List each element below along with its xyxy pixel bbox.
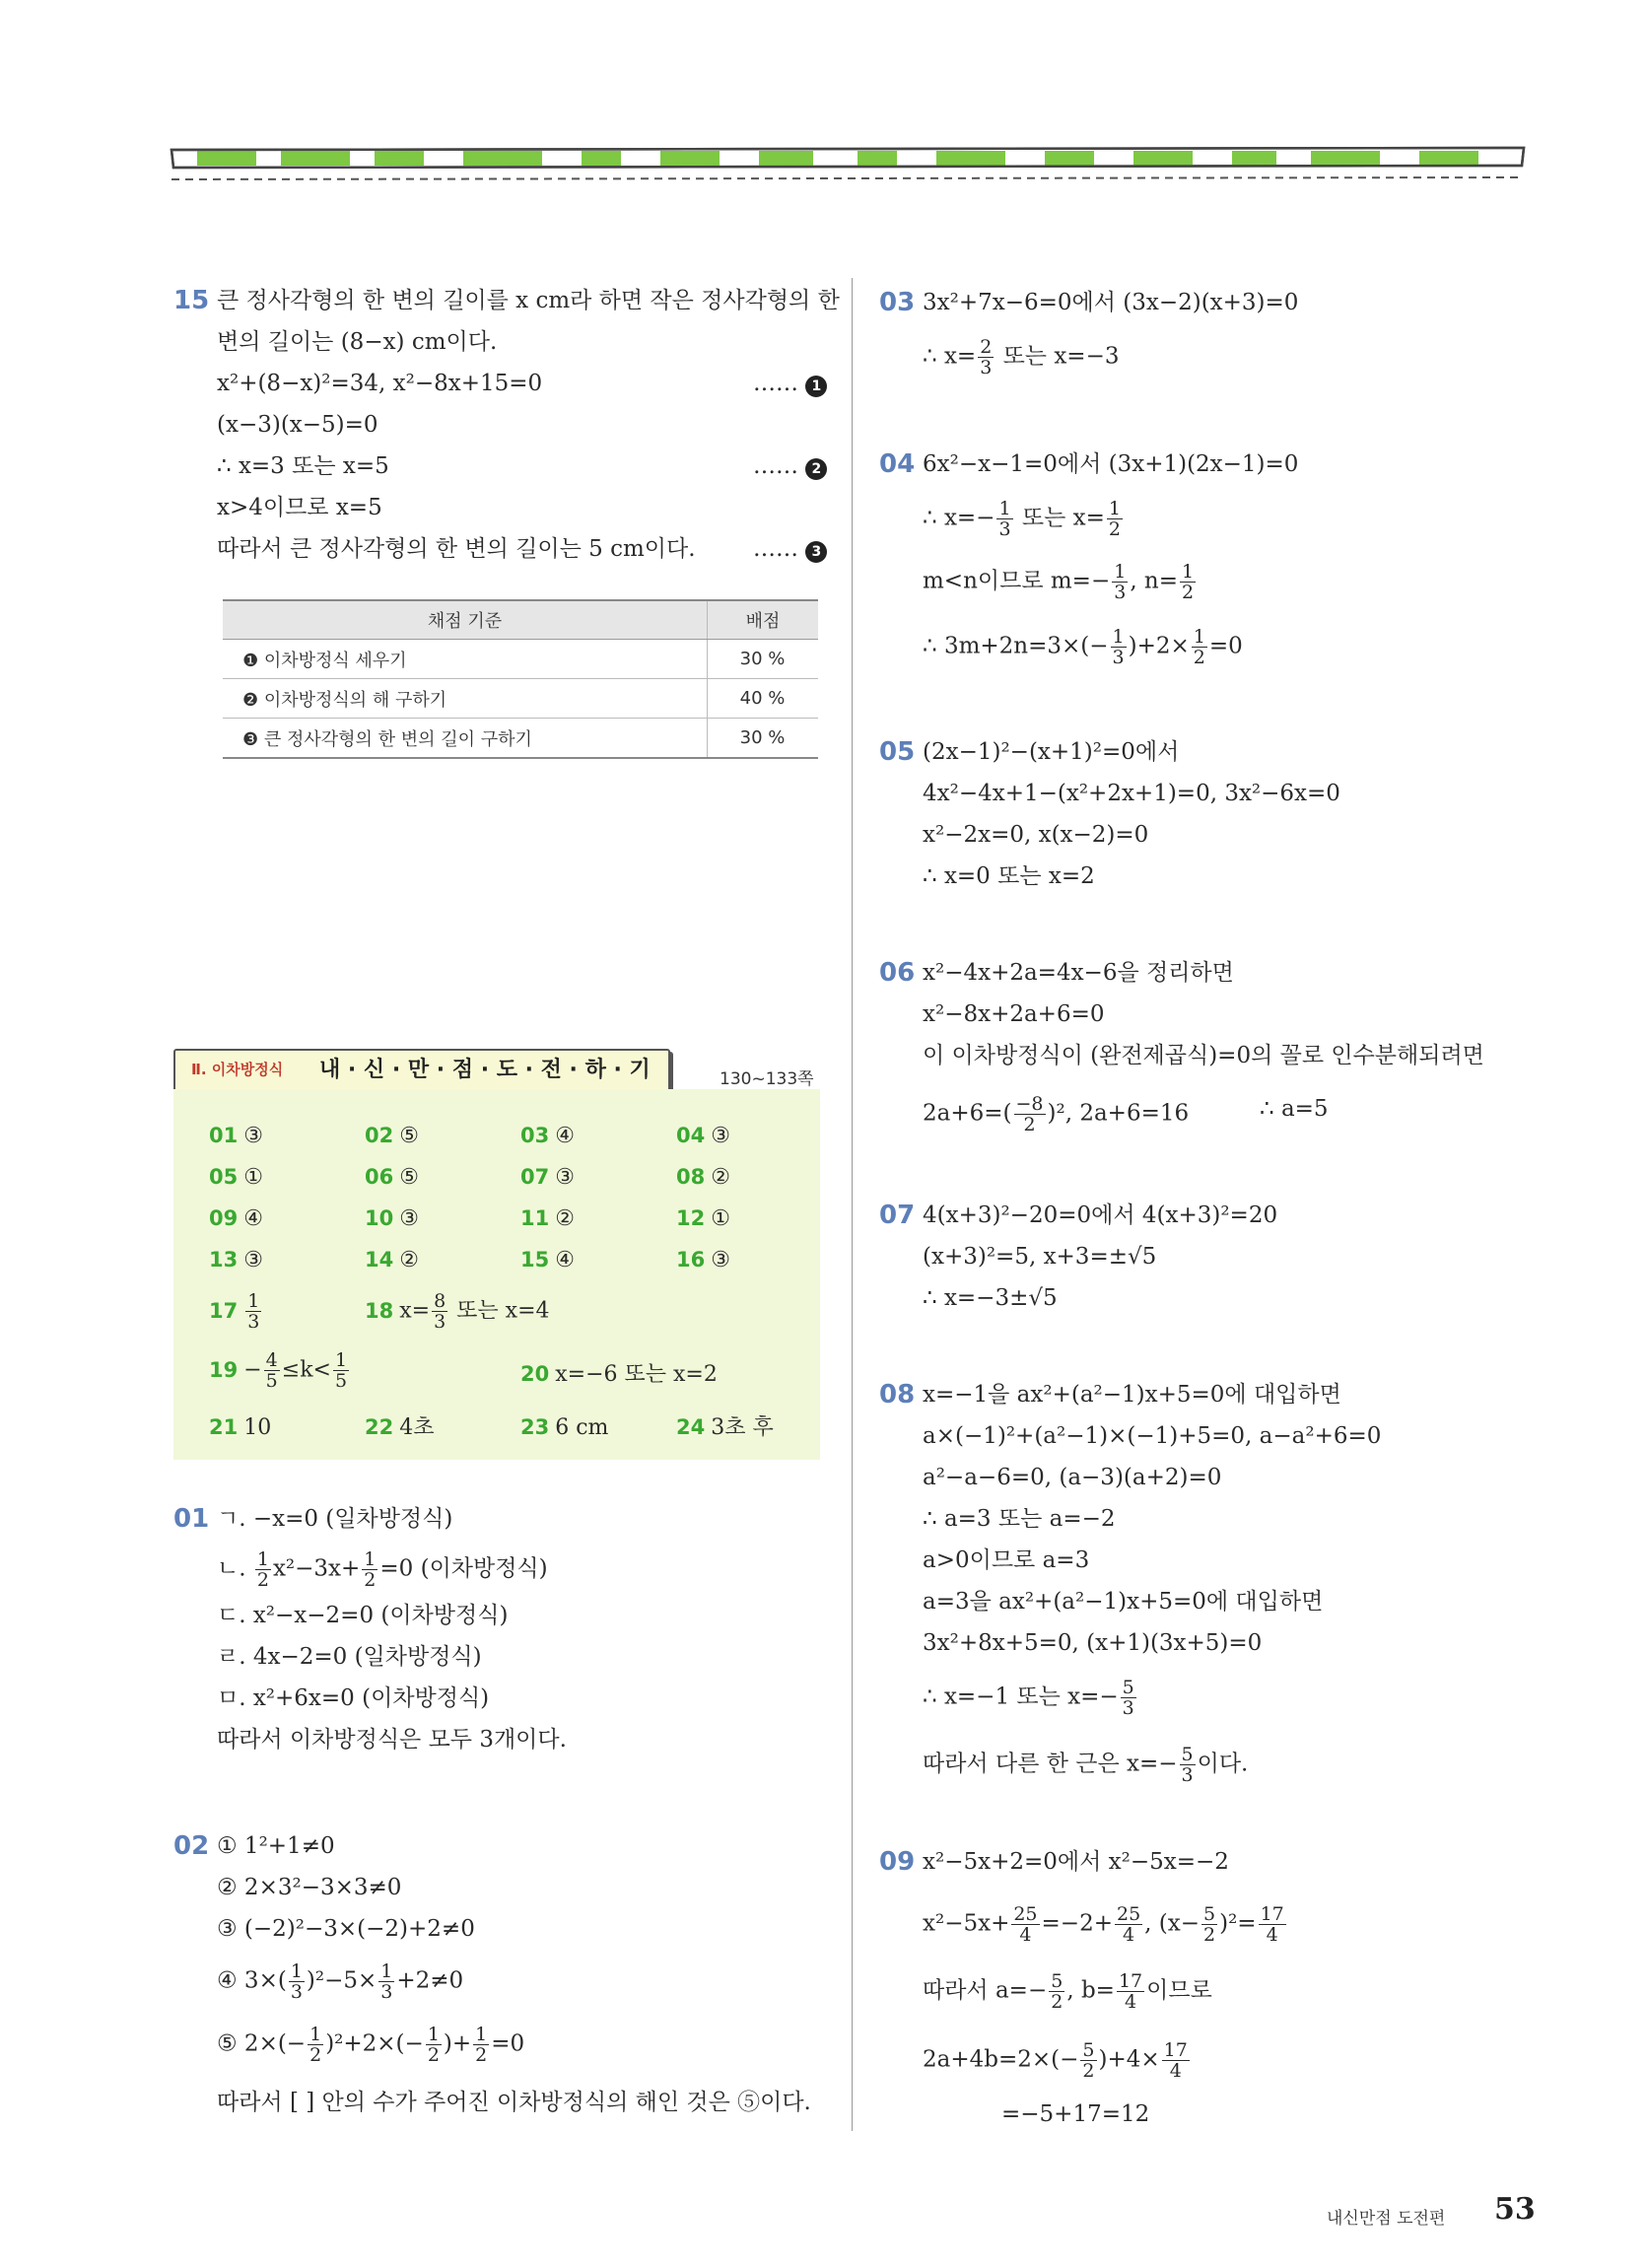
text-line: 4x²−4x+1−(x²+2x+1)=0, 3x²−6x=0: [923, 781, 1340, 806]
text-line: ㄹ. 4x−2=0 (일차방정식): [217, 1644, 482, 1670]
step-marker: …… 2: [753, 451, 827, 481]
answer-item: 15 ④: [520, 1248, 575, 1272]
text-line: ② 2×3²−3×3≠0: [217, 1875, 402, 1900]
text-line: (x−3)(x−5)=0: [217, 412, 378, 438]
text-line: x=−1을 ax²+(a²−1)x+5=0에 대입하면: [923, 1382, 1341, 1408]
section-pages: 130~133쪽: [720, 1069, 814, 1089]
text-line: 3x²+7x−6=0에서 (3x−2)(x+3)=0: [923, 290, 1299, 315]
text-line: x²−5x+ $\frac{25}{4}$ =−2+ $\frac{25}{4}$ , (x− $\frac{5}{2}$ )²= $\frac{17}{4}$: [923, 1903, 1284, 1946]
answer-item: 19 − $\frac{4}{5}$ ≤k< $\frac{1}{5}$: [209, 1349, 348, 1392]
step-marker: …… 1: [753, 369, 827, 398]
answer-item: 11 ②: [520, 1206, 575, 1231]
text-line: 4(x+3)²−20=0에서 4(x+3)²=20: [923, 1203, 1278, 1228]
answer-item: 20 x=−6 또는 x=2: [520, 1362, 718, 1387]
text-line: x²+(8−x)²=34, x²−8x+15=0: [217, 371, 543, 396]
problem-number: 03: [879, 288, 916, 317]
answer-item: 23 6 cm: [520, 1415, 609, 1440]
text-line: ① 1²+1≠0: [217, 1833, 335, 1859]
problem-number: 09: [879, 1847, 916, 1877]
text-line: ⑤ 2×(− $\frac{1}{2}$ )²+2×(− $\frac{1}{2}$ )+ $\frac{1}{2}$ =0: [217, 2024, 525, 2066]
answer-item: 03 ④: [520, 1124, 575, 1148]
text-line: ④ 3×( $\frac{1}{3}$ )²−5× $\frac{1}{3}$ +2≠0: [217, 1960, 464, 2003]
text-line: 3x²+8x+5=0, (x+1)(3x+5)=0: [923, 1630, 1263, 1656]
text-line: 이 이차방정식이 (완전제곱식)=0의 꼴로 인수분해되려면: [923, 1043, 1484, 1068]
text-line: x>4이므로 x=5: [217, 495, 382, 520]
text-line: a>0이므로 a=3: [923, 1547, 1090, 1573]
answer-item: 14 ②: [365, 1248, 419, 1272]
text-line: x²−5x+2=0에서 x²−5x=−2: [923, 1849, 1229, 1875]
text-line: ∴ a=3 또는 a=−2: [923, 1506, 1116, 1532]
page-number: 53: [1494, 2192, 1536, 2227]
table-cell: ❷ 이차방정식의 해 구하기: [223, 679, 708, 719]
answer-item: 13 ③: [209, 1248, 263, 1272]
answer-item: 05 ①: [209, 1165, 263, 1190]
text-line: ∴ x=− $\frac{1}{3}$ 또는 x= $\frac{1}{2}$: [923, 498, 1121, 540]
text-line: 따라서 다른 한 근은 x=− $\frac{5}{3}$ 이다.: [923, 1744, 1249, 1786]
column-divider: [852, 278, 853, 2131]
answer-item: 12 ①: [676, 1206, 730, 1231]
text-line: ∴ 3m+2n=3×(− $\frac{1}{3}$ )+2× $\frac{1}{2}$ =0: [923, 626, 1243, 668]
problem-number: 06: [879, 958, 916, 988]
text-line: a²−a−6=0, (a−3)(a+2)=0: [923, 1465, 1222, 1490]
text-line: ∴ x=3 또는 x=5: [217, 453, 389, 479]
answer-item: 04 ③: [676, 1124, 730, 1148]
text-line: 2a+6=( $\frac{-8}{2}$ )², 2a+6=16: [923, 1093, 1190, 1135]
problem-number: 04: [879, 449, 916, 479]
answer-item: 07 ③: [520, 1165, 575, 1190]
table-header: 배점: [708, 600, 819, 640]
text-line: 따라서 [ ] 안의 수가 주어진 이차방정식의 해인 것은 ⑤이다.: [217, 2090, 811, 2115]
text-line: ③ (−2)²−3×(−2)+2≠0: [217, 1916, 475, 1942]
text-line: ∴ x=0 또는 x=2: [923, 863, 1095, 889]
text-line: (2x−1)²−(x+1)²=0에서: [923, 739, 1180, 765]
text-line: m<n이므로 m=− $\frac{1}{3}$ , n= $\frac{1}{2}$: [923, 561, 1195, 603]
problem-number: 05: [879, 737, 916, 767]
footer-label: 내신만점 도전편: [1327, 2209, 1446, 2229]
table-cell: 30 %: [708, 640, 819, 679]
text-line: 따라서 a=− $\frac{5}{2}$ , b= $\frac{17}{4}$ 이므로: [923, 1970, 1212, 2013]
header-band: [168, 138, 1528, 187]
table-cell: 40 %: [708, 679, 819, 719]
text-line: (x+3)²=5, x+3=±√5: [923, 1244, 1157, 1270]
text-line: 따라서 이차방정식은 모두 3개이다.: [217, 1727, 567, 1753]
text-line: 2a+4b=2×(− $\frac{5}{2}$ )+4× $\frac{17}{4}$: [923, 2039, 1188, 2082]
problem-number: 08: [879, 1380, 916, 1409]
text-line: ∴ x=−1 또는 x=− $\frac{5}{3}$: [923, 1677, 1134, 1719]
text-line: x²−8x+2a+6=0: [923, 1001, 1105, 1027]
text-line: a×(−1)²+(a²−1)×(−1)+5=0, a−a²+6=0: [923, 1423, 1382, 1449]
answer-item: 21 10: [209, 1415, 272, 1440]
text-line: 따라서 큰 정사각형의 한 변의 길이는 5 cm이다.: [217, 536, 696, 562]
text-line: ∴ x= $\frac{2}{3}$ 또는 x=−3: [923, 336, 1120, 378]
text-line: ∴ x=−3±√5: [923, 1285, 1058, 1311]
answer-item: 01 ③: [209, 1124, 263, 1148]
answer-item: 17 $\frac{1}{3}$: [209, 1290, 260, 1333]
problem-number: 01: [173, 1504, 210, 1534]
answer-item: 10 ③: [365, 1206, 419, 1231]
answer-item: 24 3초 후: [676, 1415, 774, 1440]
text-line: ㄷ. x²−x−2=0 (이차방정식): [217, 1603, 509, 1628]
text-line: 6x²−x−1=0에서 (3x+1)(2x−1)=0: [923, 451, 1299, 477]
text-line: 큰 정사각형의 한 변의 길이를 x cm라 하면 작은 정사각형의 한: [217, 288, 840, 313]
text-line: a=3을 ax²+(a²−1)x+5=0에 대입하면: [923, 1589, 1324, 1615]
answer-item: 22 4초: [365, 1415, 435, 1440]
problem-number: 15: [173, 286, 210, 315]
text-line: =−5+17=12: [1001, 2101, 1150, 2127]
text-line: 변의 길이는 (8−x) cm이다.: [217, 329, 498, 355]
table-cell: ❶ 이차방정식 세우기: [223, 640, 708, 679]
answer-item: 18 x= $\frac{8}{3}$ 또는 x=4: [365, 1290, 550, 1333]
table-cell: ❸ 큰 정사각형의 한 변의 길이 구하기: [223, 719, 708, 759]
text-line: x²−2x=0, x(x−2)=0: [923, 822, 1149, 848]
text-line: ㄱ. −x=0 (일차방정식): [217, 1506, 453, 1532]
text-line: ㅁ. x²+6x=0 (이차방정식): [217, 1685, 490, 1711]
text-line: ㄴ. $\frac{1}{2}$ x²−3x+ $\frac{1}{2}$ =0 (이차방정식): [217, 1548, 548, 1591]
table-header: 채점 기준: [223, 600, 708, 640]
step-marker: …… 3: [753, 534, 827, 564]
section-title: 내 · 신 · 만 · 점 · 도 · 전 · 하 · 기: [319, 1058, 651, 1082]
text-line: x²−4x+2a=4x−6을 정리하면: [923, 960, 1234, 986]
problem-number: 07: [879, 1201, 916, 1230]
scoring-table: [223, 599, 818, 759]
section-tag: Ⅱ. 이차방정식: [191, 1061, 284, 1078]
text-line: ∴ a=5: [1260, 1096, 1329, 1122]
answer-item: 06 ⑤: [365, 1165, 419, 1190]
answer-item: 08 ②: [676, 1165, 730, 1190]
table-cell: 30 %: [708, 719, 819, 759]
problem-number: 02: [173, 1831, 210, 1861]
answer-item: 02 ⑤: [365, 1124, 419, 1148]
answer-item: 09 ④: [209, 1206, 263, 1231]
answer-item: 16 ③: [676, 1248, 730, 1272]
